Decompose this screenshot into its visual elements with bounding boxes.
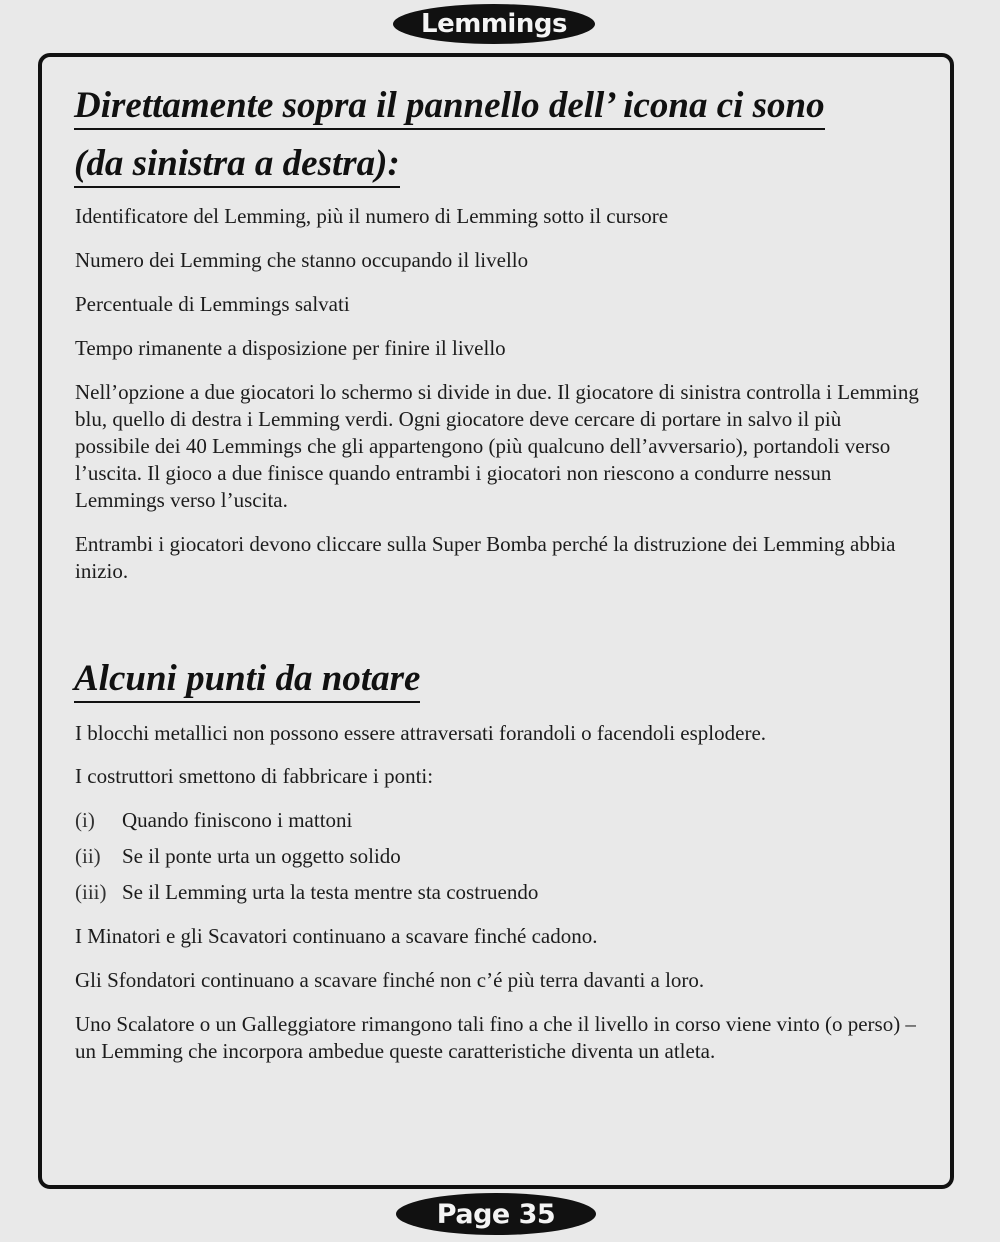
- section2-outro-1: I Minatori e gli Scavatori continuano a scavare finché cadono.: [75, 924, 598, 948]
- section1-paragraph-4: Tempo rimanente a disposizione per finire il livello: [75, 336, 506, 360]
- header-title-badge: [393, 4, 595, 44]
- section1-heading-line1: Direttamente sopra il pannello dell’ icona ci sono: [74, 84, 825, 130]
- section1-paragraph-5: Nell’opzione a due giocatori lo schermo si divide in due. Il giocatore di sinistra controlla i Lemming blu, quello di destra i Lemming verdi. Ogni giocatore deve cercare di portare in salvo il più possibile dei 40 Lemmings che gli appartengono (più qualcuno dell’avversario), portandoli verso l’uscita. Il gioco a due finisce quando entrambi i giocatori non riescono a condurre nessun Lemmings verso l’uscita.: [75, 380, 919, 512]
- section1-paragraph-3: Percentuale di Lemmings salvati: [75, 292, 350, 316]
- list-item-number: (iii): [75, 880, 107, 904]
- section1-paragraph-1: Identificatore del Lemming, più il numero di Lemming sotto il cursore: [75, 204, 669, 228]
- section1-paragraph-2: Numero dei Lemming che stanno occupando il livello: [75, 248, 529, 272]
- page-number-badge: [396, 1193, 596, 1235]
- list-item-text: Quando finiscono i mattoni: [122, 808, 353, 832]
- header-title: Lemmings: [421, 9, 567, 39]
- section2-intro-2: I costruttori smettono di fabbricare i ponti:: [75, 764, 434, 788]
- page-number: Page 35: [436, 1198, 556, 1230]
- section1-paragraph-6: Entrambi i giocatori devono cliccare sulla Super Bomba perché la distruzione dei Lemming abbia inizio.: [75, 532, 896, 583]
- section2-heading: Alcuni punti da notare: [74, 657, 420, 703]
- section1-heading-line2: (da sinistra a destra):: [74, 142, 400, 188]
- section2-outro-3: Uno Scalatore o un Galleggiatore rimangono tali fino a che il livello in corso viene vinto (o perso) – un Lemming che incorpora ambedue queste caratteristiche diventa un atleta.: [75, 1012, 916, 1063]
- list-item-text: Se il ponte urta un oggetto solido: [122, 844, 401, 868]
- section2-intro-1: I blocchi metallici non possono essere attraversati forandoli o facendoli esplodere.: [75, 721, 767, 745]
- list-item-number: (ii): [75, 844, 101, 868]
- list-item-number: (i): [75, 808, 95, 832]
- section2-outro-2: Gli Sfondatori continuano a scavare finché non c’é più terra davanti a loro.: [75, 968, 705, 992]
- list-item-text: Se il Lemming urta la testa mentre sta costruendo: [122, 880, 539, 904]
